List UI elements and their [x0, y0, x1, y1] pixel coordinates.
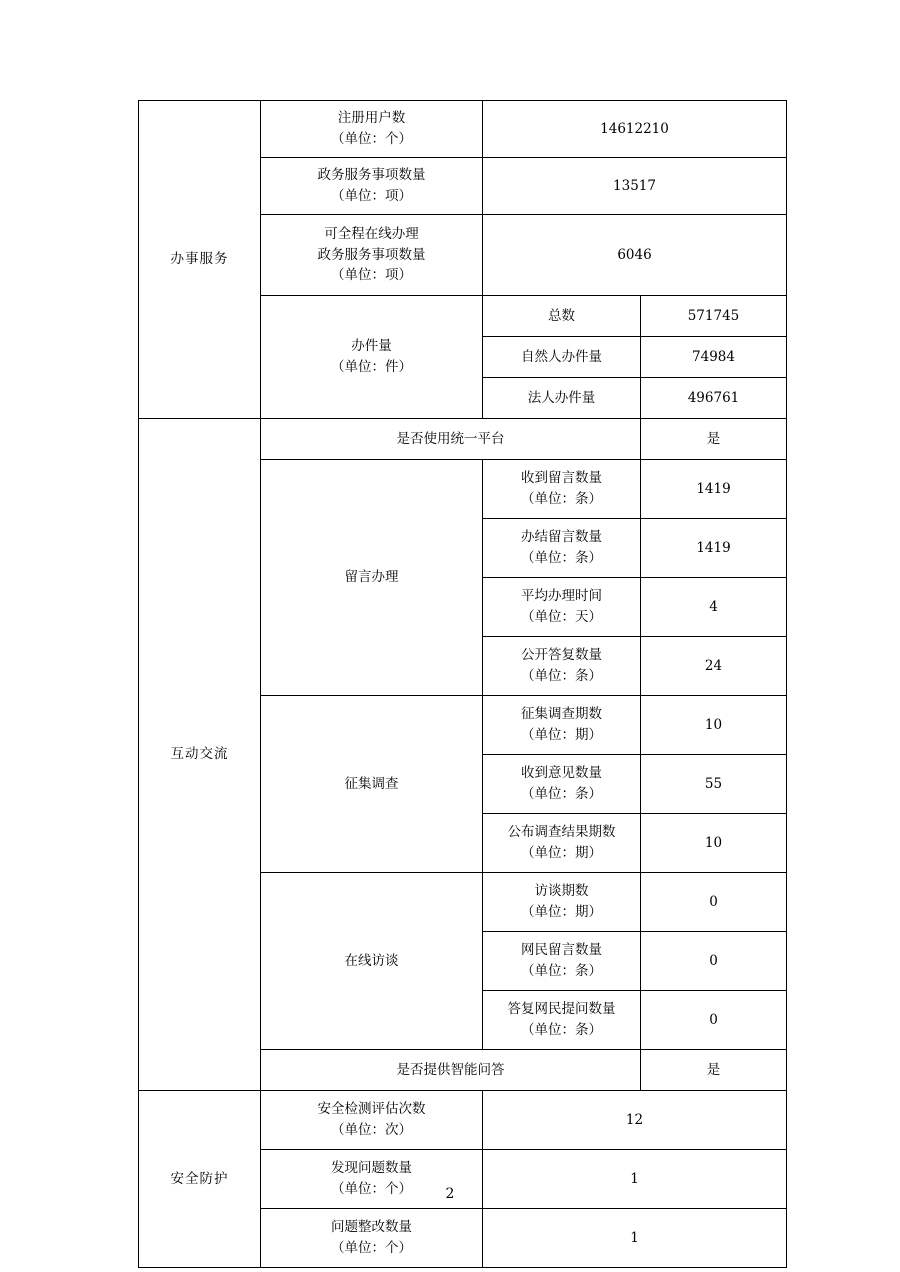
metric-sublabel-text: 公开答复数量 — [521, 647, 602, 664]
metric-subunit-text: （单位：期） — [521, 727, 602, 743]
metric-sublabel-text: 平均办理时间 — [521, 588, 602, 605]
metric-label: 是否提供智能问答 — [261, 1050, 641, 1091]
metric-label-text-2: 政务服务事项数量 — [317, 246, 426, 263]
metric-value: 是 — [641, 1050, 787, 1091]
metric-sublabel-text: 公布调查结果期数 — [507, 824, 616, 841]
metric-value: 14612210 — [483, 101, 787, 158]
table-row — [139, 101, 787, 158]
metric-sublabel — [483, 873, 641, 932]
metric-sublabel-text: 征集调查期数 — [521, 706, 602, 723]
metric-label — [261, 101, 483, 158]
metric-value: 0 — [641, 932, 787, 991]
metric-label-text: 问题整改数量 — [331, 1219, 412, 1236]
metric-sublabel — [483, 755, 641, 814]
metric-unit-text: （单位：个） — [331, 131, 412, 147]
metric-sublabel: 自然人办件量 — [483, 337, 641, 378]
metric-value: 496761 — [641, 378, 787, 419]
government-website-statistics-table — [138, 100, 787, 1268]
metric-sublabel: 总数 — [483, 296, 641, 337]
metric-label — [261, 1091, 483, 1150]
page-number: 2 — [445, 1186, 455, 1202]
metric-subunit-text: （单位：天） — [521, 609, 602, 625]
metric-value: 13517 — [483, 158, 787, 215]
metric-label-text: 可全程在线办理 — [324, 225, 419, 242]
metric-value: 是 — [641, 419, 787, 460]
metric-sublabel-text: 访谈期数 — [534, 883, 589, 900]
metric-label-text: 安全检测评估次数 — [317, 1101, 426, 1118]
metric-sublabel — [483, 637, 641, 696]
metric-subunit-text: （单位：条） — [521, 491, 602, 507]
metric-label — [261, 296, 483, 419]
metric-value: 1 — [483, 1150, 787, 1209]
metric-value: 1419 — [641, 460, 787, 519]
metric-value: 0 — [641, 991, 787, 1050]
metric-value: 10 — [641, 696, 787, 755]
metric-label — [261, 1209, 483, 1268]
metric-sublabel: 法人办件量 — [483, 378, 641, 419]
metric-value: 571745 — [641, 296, 787, 337]
metric-label-text: 办件量 — [351, 338, 392, 355]
metric-value: 55 — [641, 755, 787, 814]
metric-sublabel — [483, 696, 641, 755]
metric-sublabel-text: 收到留言数量 — [521, 470, 602, 487]
metric-sublabel — [483, 932, 641, 991]
metric-subunit-text: （单位：期） — [521, 845, 602, 861]
metric-label-text: 政务服务事项数量 — [317, 167, 426, 184]
metric-subunit-text: （单位：条） — [521, 786, 602, 802]
metric-subunit-text: （单位：条） — [521, 668, 602, 684]
metric-label — [261, 158, 483, 215]
metric-value: 4 — [641, 578, 787, 637]
metric-sublabel — [483, 460, 641, 519]
metric-sublabel-text: 网民留言数量 — [521, 942, 602, 959]
metric-label: 留言办理 — [261, 460, 483, 696]
metric-sublabel-text: 收到意见数量 — [521, 765, 602, 782]
metric-label — [261, 215, 483, 296]
metric-sublabel — [483, 991, 641, 1050]
metric-subunit-text: （单位：条） — [521, 550, 602, 566]
metric-sublabel-text: 答复网民提问数量 — [507, 1001, 616, 1018]
metric-unit-text: （单位：个） — [331, 1240, 412, 1256]
metric-value: 74984 — [641, 337, 787, 378]
metric-unit-text: （单位：项） — [331, 188, 412, 204]
table-row — [139, 1091, 787, 1150]
metric-label: 是否使用统一平台 — [261, 419, 641, 460]
metric-sublabel-text: 办结留言数量 — [521, 529, 602, 546]
category-cell-security: 安全防护 — [139, 1091, 261, 1268]
metric-label: 在线访谈 — [261, 873, 483, 1050]
metric-value: 12 — [483, 1091, 787, 1150]
metric-value: 0 — [641, 873, 787, 932]
category-cell-interaction: 互动交流 — [139, 419, 261, 1091]
metric-unit-text: （单位：个） — [331, 1181, 412, 1197]
metric-sublabel — [483, 578, 641, 637]
category-cell-service: 办事服务 — [139, 101, 261, 419]
metric-unit-text: （单位：项） — [331, 267, 412, 284]
metric-sublabel — [483, 814, 641, 873]
metric-sublabel — [483, 519, 641, 578]
metric-value: 24 — [641, 637, 787, 696]
metric-unit-text: （单位：次） — [331, 1122, 412, 1138]
metric-label-text: 注册用户数 — [337, 110, 406, 127]
metric-subunit-text: （单位：期） — [521, 904, 602, 920]
metric-value: 1419 — [641, 519, 787, 578]
table-row — [139, 419, 787, 460]
metric-value: 10 — [641, 814, 787, 873]
metric-label: 征集调查 — [261, 696, 483, 873]
metric-label-text: 发现问题数量 — [331, 1160, 412, 1177]
metric-subunit-text: （单位：条） — [521, 963, 602, 979]
metric-value: 1 — [483, 1209, 787, 1268]
metric-unit-text: （单位：件） — [331, 359, 412, 375]
metric-subunit-text: （单位：条） — [521, 1022, 602, 1038]
metric-value: 6046 — [483, 215, 787, 296]
